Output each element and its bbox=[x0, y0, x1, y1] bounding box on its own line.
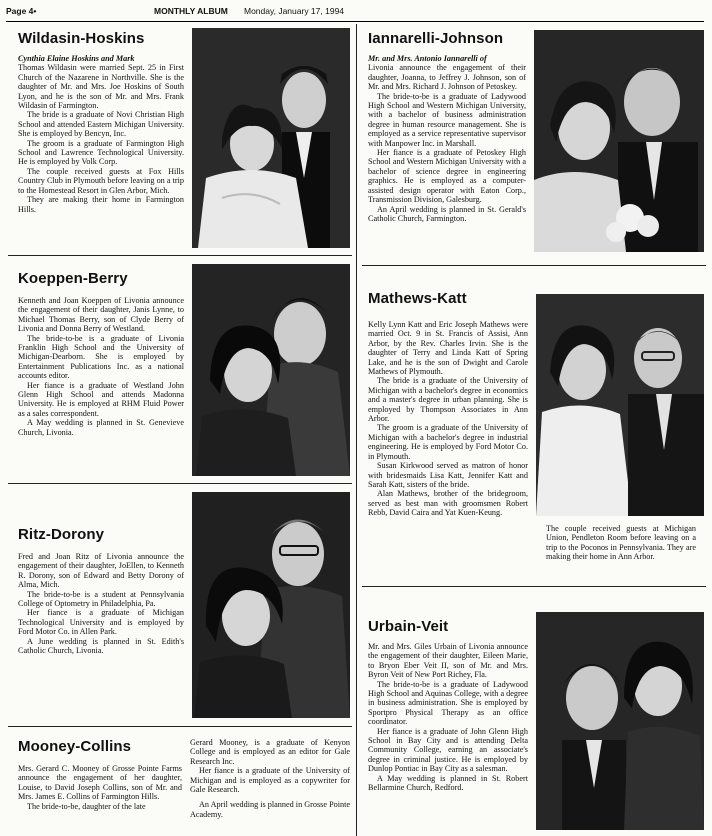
article-lead: Mr. and Mrs. Antonio Iannarelli of bbox=[368, 54, 487, 63]
article-paragraph: Alan Mathews, brother of the bridegroom, served as best man with groomsmen Robert Rebb, David Caira and Yat Kuen-Keung. bbox=[368, 489, 528, 518]
article-headline: Mathews-Katt bbox=[368, 290, 467, 307]
article-paragraph: The groom is a graduate of Farmington High School and Lawrence Technological University. He is employed by Volk Corp. bbox=[18, 138, 184, 167]
article-paragraph: Kenneth and Joan Koeppen of Livonia announce the engagement of their daughter, Janis Lynne, to Michael Thomas Berry, son of Clyde Berry of Livonia and Donna Berry of Westland. bbox=[18, 296, 184, 334]
section-title: MONTHLY ALBUM bbox=[154, 6, 228, 16]
section-divider bbox=[8, 726, 352, 727]
article-paragraph: The bride-to-be is a graduate of Ladywood High School and Aquinas College, with a degree in business administration. She is employed by Sportpro Physical Therapy as an office coordinator. bbox=[368, 679, 528, 727]
section-divider bbox=[8, 255, 352, 256]
article-headline: Iannarelli-Johnson bbox=[368, 30, 504, 47]
article-body bbox=[18, 552, 184, 655]
couple-photo bbox=[192, 264, 350, 476]
article-body bbox=[18, 54, 184, 214]
article-headline: Mooney-Collins bbox=[18, 738, 132, 755]
article-headline: Urbain-Veit bbox=[368, 618, 449, 635]
article-paragraph: The bride-to-be is a graduate of Ladywood High School and Western Michigan University, with a bachelor of business administration degree in human resource management. She is employed as a service representative supervisor with Manpower Inc. in Marshall. bbox=[368, 91, 526, 148]
article-body bbox=[368, 642, 528, 793]
article-lead: Cynthia Elaine Hoskins and Mark bbox=[18, 54, 135, 63]
section-divider bbox=[362, 265, 706, 266]
article-paragraph: The bride-to-be is a graduate of Livonia Franklin High School and the University of Michigan-Dearborn. She is employed by Entertainment Publications Inc. as a national accounts editor. bbox=[18, 333, 184, 381]
article-paragraph: A May wedding is planned in St. Robert Bellarmine Church, Redford. bbox=[368, 773, 528, 793]
article-paragraph: An April wedding is planned in Grosse Pointe Academy. bbox=[190, 800, 350, 819]
header-rule bbox=[6, 21, 704, 22]
couple-photo bbox=[536, 294, 704, 516]
article-body bbox=[18, 296, 184, 437]
article-paragraph: Fred and Joan Ritz of Livonia announce the engagement of their daughter, JoEllen, to Kenneth R. Dorony, son of Edward and Betty Dorony of Alma, Mich. bbox=[18, 552, 184, 590]
page-number: Page 4• bbox=[6, 6, 37, 16]
section-divider bbox=[8, 483, 352, 484]
couple-photo bbox=[536, 612, 704, 830]
article-paragraph: The bride is a graduate of the University of Michigan with a bachelor's degree in economics and a master's degree in urban planning. She is employed by Thompson Associates in Ann Arbor. bbox=[368, 376, 528, 424]
article-headline: Koeppen-Berry bbox=[18, 270, 128, 287]
article-paragraph: Her fiance is a graduate of the University of Michigan and is employed as a copywriter for Gale Research. bbox=[190, 766, 350, 795]
article-paragraph: The bride is a graduate of Novi Christian High School and attended Eastern Michigan University. She is employed by Bencyn, Inc. bbox=[18, 110, 184, 139]
article-paragraph: The groom is a graduate of the University of Michigan with a bachelor's degree in industrial engineering. He is employed by Ford Motor Co. in Plymouth. bbox=[368, 423, 528, 461]
article-paragraph: Livonia announce the engagement of their daughter, Joanna, to Jeffrey J. Johnson, son of Mr. and Mrs. Richard J. Johnson of Petoskey. bbox=[368, 63, 526, 92]
article-paragraph: Gerard Mooney, is a graduate of Kenyon College and is employed as an editor for Gale Research Inc. bbox=[190, 738, 350, 766]
article-headline: Ritz-Dorony bbox=[18, 526, 105, 543]
article-paragraph: Mr. and Mrs. Giles Urbain of Livonia announce the engagement of their daughter, Eileen Marie, to Bryon Eber Veit II, son of Mr. and Mrs. Byron Veit of New Port Richey, Fla. bbox=[368, 642, 528, 680]
article-body bbox=[368, 54, 526, 223]
article-paragraph: Her fiance is a graduate of Petoskey High School and Western Michigan University with a bachelor of science degree in engineering graphics. He is employed as a computer-assisted design operator with Eaton Corp., Transmission Division, Galesburg. bbox=[368, 148, 526, 205]
couple-photo bbox=[192, 492, 350, 718]
couple-photo bbox=[192, 28, 350, 248]
issue-date: Monday, January 17, 1994 bbox=[244, 6, 345, 16]
page-header bbox=[6, 6, 704, 20]
article-paragraph: A June wedding is planned in St. Edith's Catholic Church, Livonia. bbox=[18, 636, 184, 656]
article-paragraph: They are making their home in Farmington Hills. bbox=[18, 195, 184, 214]
article-paragraph: A May wedding is planned in St. Genevieve Church, Livonia. bbox=[18, 418, 184, 437]
article-paragraph: Thomas Wildasin were married Sept. 25 in First Church of the Nazarene in Northville. She is the daughter of Mr. and Mrs. Joe Hoskins of South Lyon, and he is the son of Mr. and Mrs. Frank Wildasin of Farmington. bbox=[18, 63, 184, 111]
couple-photo bbox=[534, 30, 704, 252]
article-paragraph: Her fiance is a graduate of Westland John Glenn High School and attends Madonna University. He is employed at RHM Fluid Power as a sales correspondent. bbox=[18, 380, 184, 418]
article-paragraph: The bride-to-be is a student at Pennsylvania College of Optometry in Philadelphia, Pa. bbox=[18, 589, 184, 609]
section-divider bbox=[362, 586, 706, 587]
article-paragraph: An April wedding is planned in St. Gerald's Catholic Church, Farmington. bbox=[368, 204, 526, 223]
article-paragraph: Mrs. Gerard C. Mooney of Grosse Pointe Farms announce the engagement of her daughter, Louise, to David Joseph Collins, son of Mr. and Mrs. James E. Collins of Farmington Hills. bbox=[18, 764, 182, 802]
photo-caption: The couple received guests at Michigan Union, Pendleton Room before leaving on a trip to the Poconos in Pennsylvania. They are making their home in Ann Arbor. bbox=[546, 524, 696, 562]
article-paragraph: The couple received guests at Fox Hills Country Club in Plymouth before leaving on a trip to the Homestead Resort in Glen Arbor, Mich. bbox=[18, 166, 184, 195]
column-divider bbox=[356, 24, 357, 836]
article-paragraph: The bride-to-be, daughter of the late bbox=[27, 801, 146, 811]
article-paragraph: Kelly Lynn Katt and Eric Joseph Mathews were married Oct. 9 in St. Francis of Assisi, Ann Arbor, by the Rev. Charles Irvin. She is the daughter of Terry and Linda Katt of Spring Lake, and he is the son of Dwight and Carole Mathews of Plymouth. bbox=[368, 320, 528, 377]
article-paragraph: Her fiance is a graduate of Michigan Technological University and is employed by Ford Motor Co. in Allen Park. bbox=[18, 608, 184, 637]
article-paragraph: Susan Kirkwood served as matron of honor with bridesmaids Lisa Katt, Jennifer Katt and Sarah Katt, sisters of the bride. bbox=[368, 461, 528, 489]
article-headline: Wildasin-Hoskins bbox=[18, 30, 145, 47]
article-body bbox=[368, 320, 528, 518]
article-body bbox=[18, 764, 182, 811]
article-body-continued bbox=[190, 738, 350, 819]
article-paragraph: Her fiance is a graduate of John Glenn High School in Bay City and is attending Delta Community College, earning an associate's degree in criminal justice. He is employed by Dunlop Pontiac in Bay City as a salesman. bbox=[368, 726, 528, 774]
